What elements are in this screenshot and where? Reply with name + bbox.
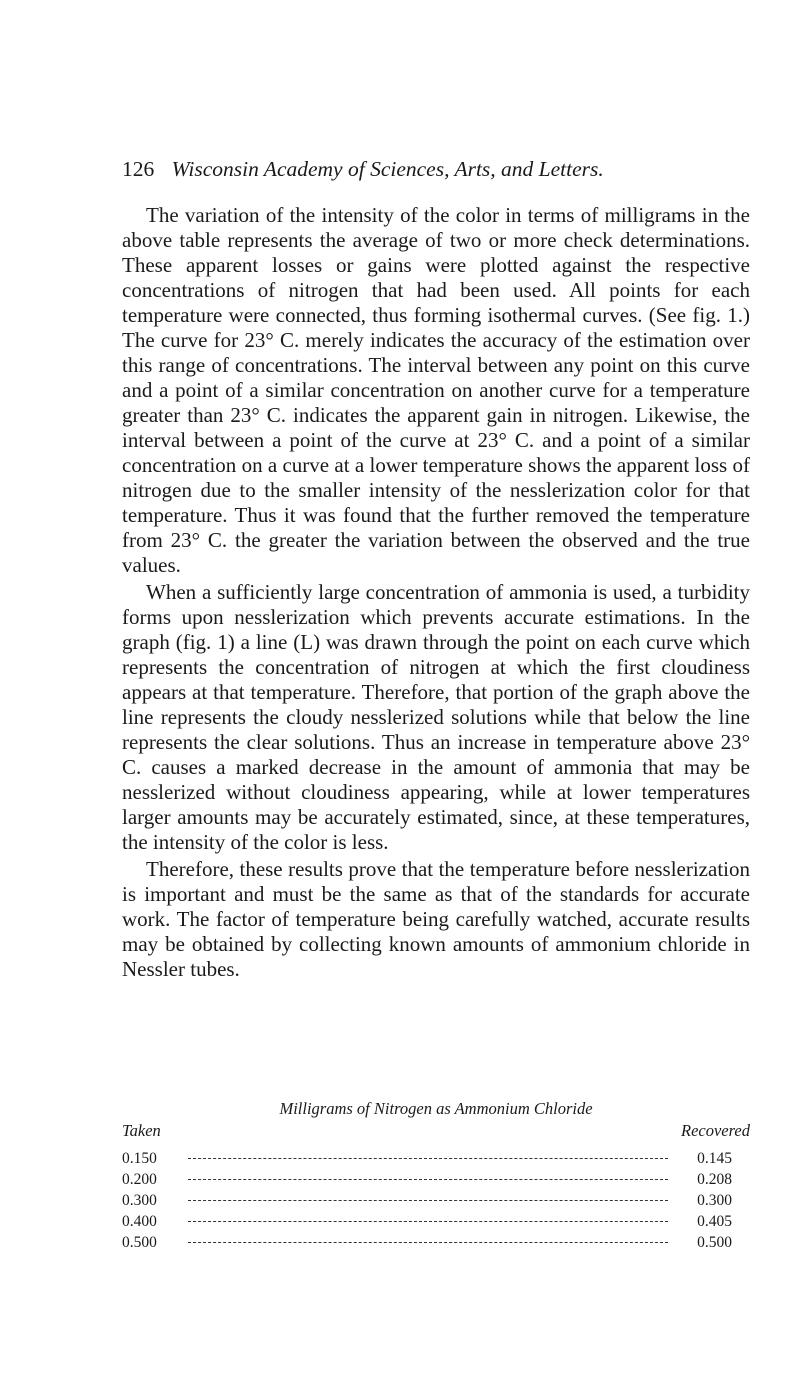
table-row [122,1211,732,1232]
dot-leader [188,1221,668,1222]
running-head [122,154,752,184]
dot-leader [188,1158,668,1159]
table-row [122,1232,732,1253]
table-row [122,1148,732,1169]
taken-value: 0.400 [122,1213,157,1230]
paragraph-2: When a sufficiently large concentration of ammonia is used, a turbidity forms upon nesslerization which prevents accurate estimations. In the graph (fig. 1) a line (L) was drawn through the point on each curve which represents the concentration of nitrogen at which the first cloudiness appears at that temperature. Therefore, that portion of the graph above the line represents the cloudy nesslerized solutions while that below the line represents the clear solutions. Thus an increase in temperature above 23° C. causes a marked decrease in the amount of ammonia that may be nesslerized without cloudiness appearing, while at lower temperatures larger amounts may be accurately estimated, since, at these temperatures, the intensity of the color is less. [122,580,750,854]
journal-title: Wisconsin Academy of Sciences, Arts, and Letters. [171,157,604,181]
recovered-value: 0.300 [697,1192,732,1209]
column-header-recovered: Recovered [680,1121,750,1140]
table-row [122,1190,732,1211]
column-header-taken: Taken [122,1121,161,1140]
table-body [122,1148,732,1253]
table-caption: Milligrams of Nitrogen as Ammonium Chloride [279,1099,593,1118]
dot-leader [188,1242,668,1243]
recovered-value: 0.500 [697,1234,732,1251]
recovered-value: 0.208 [697,1171,732,1188]
taken-value: 0.200 [122,1171,157,1188]
dot-leader [188,1179,668,1180]
taken-value: 0.500 [122,1234,157,1251]
recovered-value: 0.405 [697,1213,732,1230]
page-number: 126 [122,157,155,181]
paragraph-3: Therefore, these results prove that the temperature before nesslerization is important and must be the same as that of the standards for accurate work. The factor of temperature being carefully watched, accurate results may be obtained by collecting known amounts of ammonium chloride in Nessler tubes. [122,857,750,981]
taken-value: 0.150 [122,1150,157,1167]
taken-value: 0.300 [122,1192,157,1209]
body-text [122,203,750,984]
table-row [122,1169,732,1190]
recovered-value: 0.145 [697,1150,732,1167]
dot-leader [188,1200,668,1201]
paragraph-1: The variation of the intensity of the color in terms of milligrams in the above table represents the average of two or more check determinations. These apparent losses or gains were plotted against the respective concentrations of nitrogen that had been used. All points for each temperature were connected, thus forming isothermal curves. (See fig. 1.) The curve for 23° C. merely indicates the accuracy of the estimation over this range of concentrations. The interval between any point on this curve and a point of a similar concentration on another curve for a temperature greater than 23° C. indicates the apparent gain in nitrogen. Likewise, the interval between a point of the curve at 23° C. and a point of a similar concentration on a curve at a lower temperature shows the apparent loss of nitrogen due to the smaller intensity of the nesslerization color for that temperature. Thus it was found that the further removed the temperature from 23° C. the greater the variation between the observed and the true values. [122,203,750,577]
